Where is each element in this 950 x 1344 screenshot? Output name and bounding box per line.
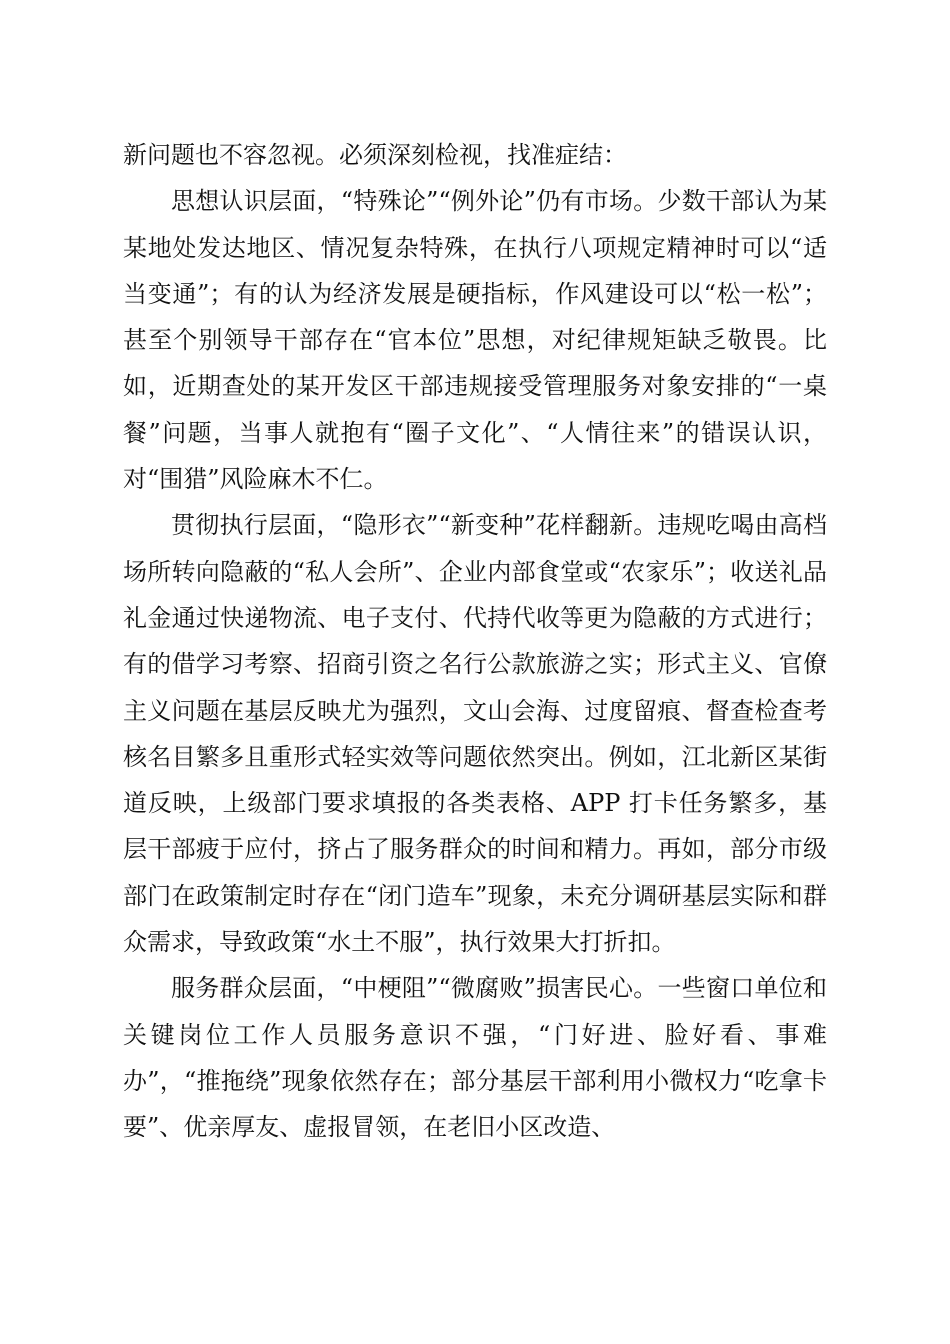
document-body <box>123 132 827 1151</box>
paragraph-ideological-level: 思想认识层面，“特殊论”“例外论”仍有市场。少数干部认为某某地处发达地区、情况复杂特殊，在执行八项规定精神时可以“适当变通”；有的认为经济发展是硬指标，作风建设可以“松一松”；甚至个别领导干部存在“官本位”思想，对纪律规矩缺乏敬畏。比如，近期查处的某开发区干部违规接受管理服务对象安排的“一桌餐”问题，当事人就抱有“圈子文化”、“人情往来”的错误认识，对“围猎”风险麻木不仁。 <box>123 187 827 494</box>
paragraph-intro-continuation: 新问题也不容忽视。必须深刻检视，找准症结： <box>123 141 627 169</box>
paragraph-implementation-level: 贯彻执行层面，“隐形衣”“新变种”花样翻新。违规吃喝由高档场所转向隐蔽的“私人会所”、企业内部食堂或“农家乐”；收送礼品礼金通过快递物流、电子支付、代持代收等更为隐蔽的方式进行；有的借学习考察、招商引资之名行公款旅游之实；形式主义、官僚主义问题在基层反映尤为强烈，文山会海、过度留痕、督查检查考核名目繁多且重形式轻实效等问题依然突出。例如，江北新区某街道反映，上级部门要求填报的各类表格、APP 打卡任务繁多，基层干部疲于应付，挤占了服务群众的时间和精力。再如，部分市级部门在政策制定时存在“闭门造车”现象，未充分调研基层实际和群众需求，导致政策“水土不服”，执行效果大打折扣。 <box>123 511 827 957</box>
paragraph-public-service-level: 服务群众层面，“中梗阻”“微腐败”损害民心。一些窗口单位和关键岗位工作人员服务意识不强，“门好进、脸好看、事难办”，“推拖绕”现象依然存在；部分基层干部利用小微权力“吃拿卡要”、优亲厚友、虚报冒领，在老旧小区改造、 <box>123 974 827 1142</box>
